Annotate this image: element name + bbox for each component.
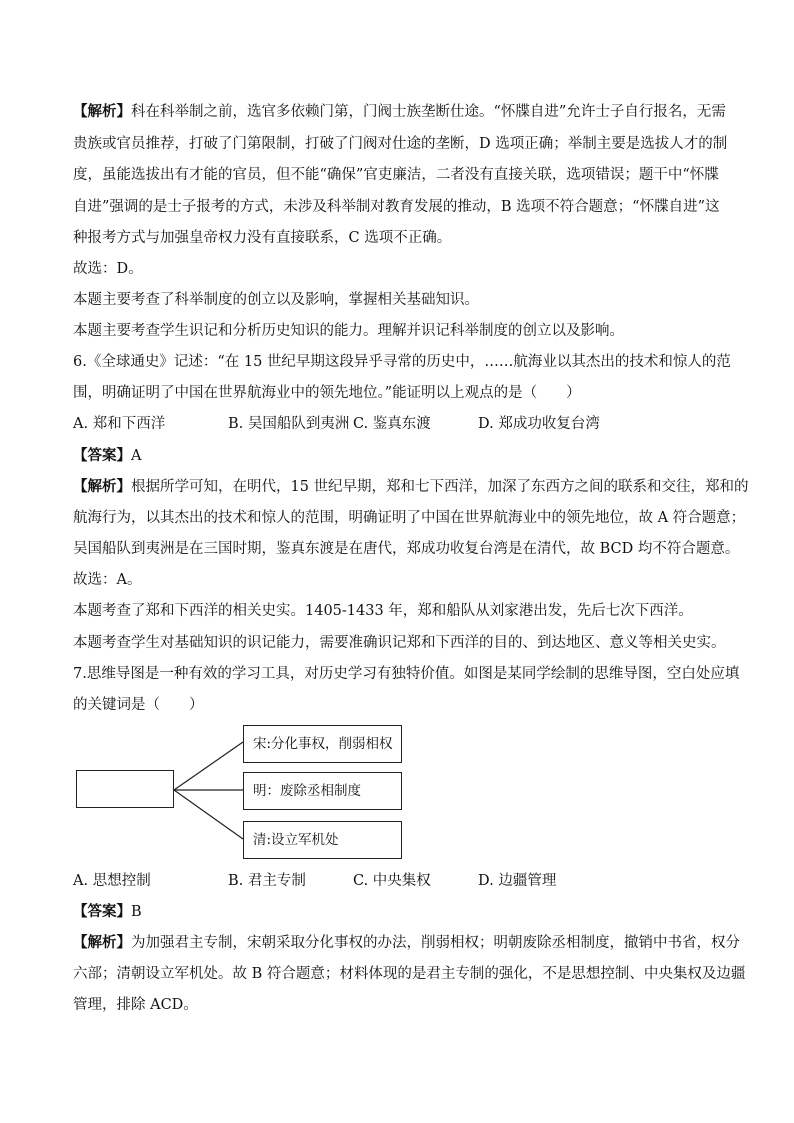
q7-answer: B: [131, 904, 142, 920]
q7-answer-line: [73, 902, 723, 922]
q6-analysis-line-1: [73, 477, 749, 497]
q6-answer: A: [131, 448, 142, 464]
q5-analysis-line-1: [73, 102, 726, 122]
q7-stem-line-2: 的关键词是（ ）: [73, 697, 204, 713]
q6-option-c: C. 鉴真东渡: [353, 416, 431, 432]
q6-stem-line-2: 围，明确证明了中国在世界航海业中的领先地位。”能证明以上观点的是（ ）: [73, 385, 581, 401]
q7-answer-tag: 【答案】: [73, 903, 131, 920]
q5-analysis-line-2: 贵族或官员推荐，打破了门第限制，打破了门阀对仕途的垄断，D 选项正确；举制主要是选拔人才的制: [73, 136, 728, 152]
q6-option-b: B. 吴国船队到夷洲: [228, 416, 350, 432]
q6-answer-line: [73, 446, 723, 466]
q6-choice: 故选：A。: [73, 572, 142, 588]
q6-analysis-line-3: 吴国船队到夷洲是在三国时期，鉴真东渡是在唐代，郑成功收复台湾是在清代，故 BCD 均不符合题意。: [73, 541, 740, 557]
q6-analysis-text: 根据所学可知，在明代，15 世纪早期，郑和七下西洋，加深了东西方之间的联系和交往，郑和的: [131, 479, 749, 495]
q7-option-a: A. 思想控制: [73, 873, 151, 889]
q6-option-d: D. 郑成功收复台湾: [478, 416, 600, 432]
q6-options: [73, 414, 723, 434]
mind-map-diagram: [73, 722, 413, 862]
q6-note-1: 本题考查了郑和下西洋的相关史实。1405-1433 年，郑和船队从刘家港出发，先后七次下西洋。: [73, 603, 693, 619]
q6-analysis-line-2: 航海行为，以其杰出的技术和惊人的范围，明确证明了中国在世界航海业中的领先地位，故 A 符合题意；: [73, 510, 746, 526]
q7-option-c: C. 中央集权: [353, 873, 431, 889]
q7-stem-line-1: 7.思维导图是一种有效的学习工具，对历史学习有独特价值。如图是某同学绘制的思维导图，空白处应填: [73, 666, 740, 682]
q7-option-b: B. 君主专制: [228, 873, 306, 889]
q7-analysis-line-2: 六部；清朝设立军机处。故 B 符合题意；材料体现的是君主专制的强化，不是思想控制、中央集权及边疆: [73, 966, 746, 982]
q6-analysis-tag: 【解析】: [73, 478, 131, 495]
mind-map-center-blank: [76, 770, 174, 808]
q5-analysis-tag: 【解析】: [73, 103, 131, 120]
q7-analysis-line-3: 管理，排除 ACD。: [73, 997, 198, 1013]
q6-stem-line-1: 6.《全球通史》记述：“在 15 世纪早期这段异乎寻常的历史中，……航海业以其杰出的技术和惊人的范: [73, 354, 731, 370]
q5-note-2: 本题主要考查学生识记和分析历史知识的能力。理解并识记科举制度的创立以及影响。: [73, 323, 624, 339]
q7-analysis-text: 为加强君主专制，宋朝采取分化事权的办法，削弱相权；明朝废除丞相制度，撤销中书省，权分: [131, 935, 740, 951]
q5-note-1: 本题主要考查了科举制度的创立以及影响，掌握相关基础知识。: [73, 292, 479, 308]
q6-answer-tag: 【答案】: [73, 447, 131, 464]
q7-options: [73, 871, 723, 891]
q5-analysis-line-4: 自进”强调的是士子报考的方式，未涉及科举制对教育发展的推动，B 选项不符合题意；“怀牒自进”这: [73, 199, 720, 215]
mind-map-branch-song: 宋:分化事权，削弱相权: [243, 725, 402, 763]
q5-analysis-line-5: 种报考方式与加强皇帝权力没有直接联系，C 选项不正确。: [73, 230, 452, 246]
q6-note-2: 本题考查学生对基础知识的识记能力，需要准确识记郑和下西洋的目的、到达地区、意义等相关史实。: [73, 635, 726, 651]
q5-choice: 故选：D。: [73, 261, 143, 277]
q7-analysis-line-1: [73, 933, 740, 953]
q7-option-d: D. 边疆管理: [478, 873, 557, 889]
connector-song: [174, 742, 243, 790]
connector-qing: [174, 790, 243, 839]
mind-map-branch-ming: 明：废除丞相制度: [243, 772, 402, 810]
q6-option-a: A. 郑和下西洋: [73, 416, 166, 432]
q5-analysis-text: 科在科举制之前，选官多依赖门第，门阀士族垄断仕途。“怀牒自进”允许士子自行报名，无需: [131, 104, 726, 120]
q7-analysis-tag: 【解析】: [73, 934, 131, 951]
mind-map-branch-qing: 清:设立军机处: [243, 821, 402, 859]
q5-analysis-line-3: 度，虽能选拔出有才能的官员，但不能“确保”官吏廉洁，二者没有直接关联，选项错误；题干中“怀牒: [73, 167, 719, 183]
